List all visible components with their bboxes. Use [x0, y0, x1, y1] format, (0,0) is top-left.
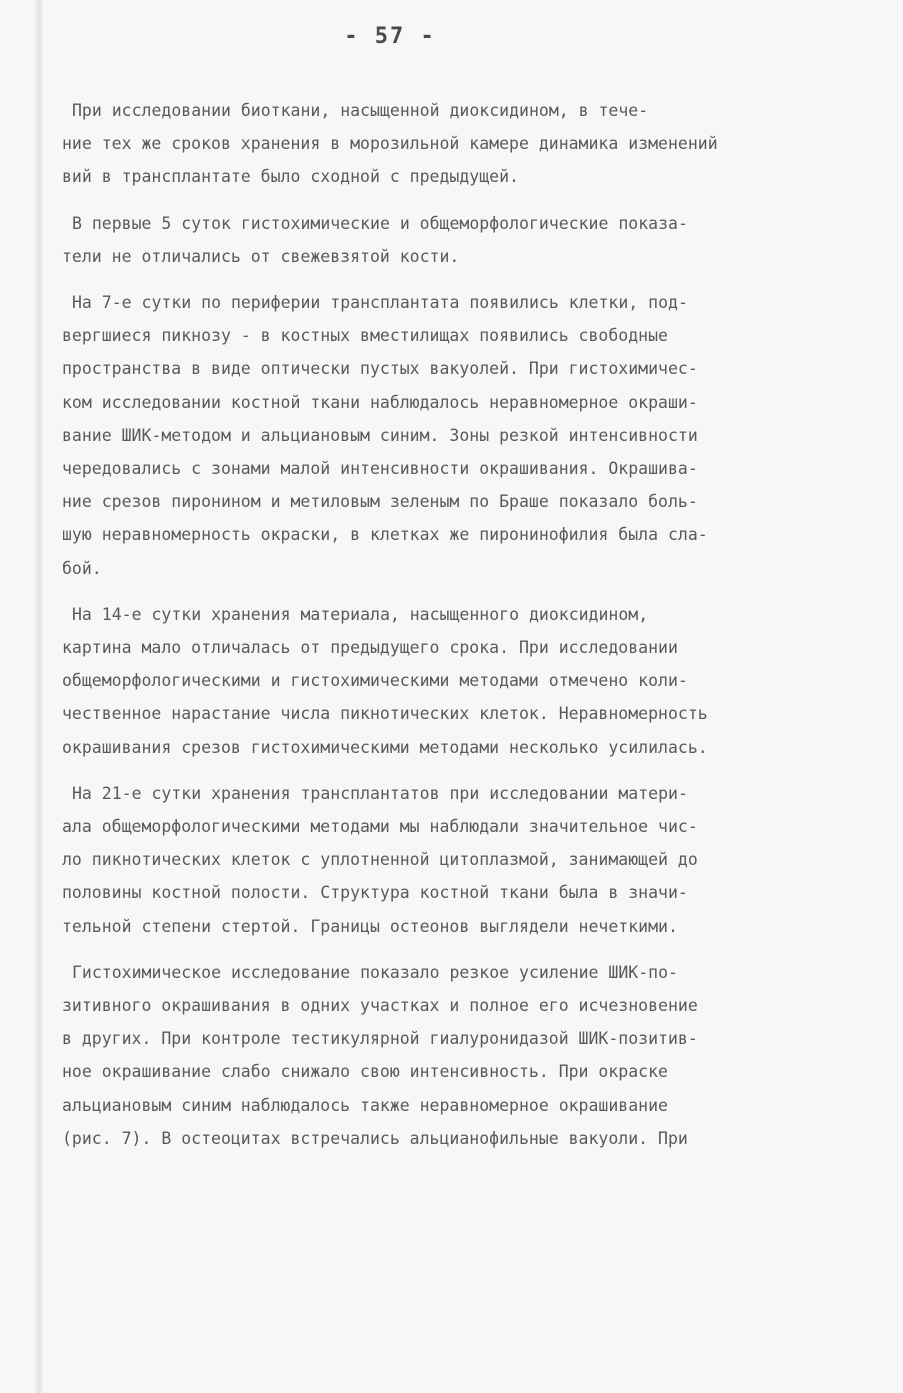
page-number: - 57 -	[344, 24, 436, 49]
paragraph-4	[62, 598, 872, 764]
text-line: ком исследовании костной ткани наблюдалось неравномерное окраши-	[62, 392, 698, 412]
text-line: картина мало отличалась от предыдущего срока. При исследовании	[62, 638, 678, 658]
text-line: ние срезов пиронином и метиловым зеленым по Браше показало боль-	[62, 492, 698, 512]
text-line: бой.	[62, 558, 102, 578]
paragraph-3	[62, 286, 872, 585]
text-line: чередовались с зонами малой интенсивности окрашивания. Окрашива-	[62, 459, 698, 479]
text-line: зитивного окрашивания в одних участках и полное его исчезновение	[62, 996, 698, 1016]
text-line: На 7-е сутки по периферии трансплантата появились клетки, под-	[72, 293, 688, 313]
text-line: ние тех же сроков хранения в морозильной камере динамика изменений	[62, 134, 718, 154]
text-line: ло пикнотических клеток с уплотненной цитоплазмой, занимающей до	[62, 850, 698, 870]
text-line: (рис. 7). В остеоцитах встречались альцианофильные вакуоли. При	[62, 1128, 688, 1148]
scan-shadow-edge	[34, 0, 44, 1393]
document-body	[62, 94, 872, 1168]
text-line: ное окрашивание слабо снижало свою интенсивность. При окраске	[62, 1062, 668, 1082]
text-line: тели не отличались от свежевзятой кости.	[62, 246, 460, 266]
text-line: чественное нарастание числа пикнотических клеток. Неравномерность	[62, 704, 708, 724]
text-line: Гистохимическое исследование показало резкое усиление ШИК-по-	[72, 962, 678, 982]
text-line: При исследовании биоткани, насыщенной диоксидином, в тече-	[72, 101, 649, 120]
paragraph-6	[62, 956, 872, 1155]
text-line: альциановым синим наблюдалось также неравномерное окрашивание	[62, 1095, 668, 1115]
text-line: вание ШИК-методом и альциановым синим. Зоны резкой интенсивности	[62, 425, 698, 445]
text-line: ала общеморфологическими методами мы наблюдали значительное чис-	[62, 817, 698, 837]
paragraph-2	[62, 207, 872, 273]
text-line: вий в трансплантате было сходной с предыдущей.	[62, 167, 519, 187]
text-line: в других. При контроле тестикулярной гиалуронидазой ШИК-позитив-	[62, 1029, 698, 1049]
text-line: общеморфологическими и гистохимическими методами отмечено коли-	[62, 671, 688, 691]
paragraph-1	[62, 94, 872, 194]
text-line: половины костной полости. Структура костной ткани была в значи-	[62, 883, 688, 903]
text-line: На 21-е сутки хранения трансплантатов при исследовании матери-	[72, 783, 688, 803]
text-line: На 14-е сутки хранения материала, насыщенного диоксидином,	[72, 604, 649, 624]
paragraph-5	[62, 777, 872, 943]
text-line: тельной степени стертой. Границы остеонов выглядели нечеткими.	[62, 916, 678, 936]
text-line: В первые 5 суток гистохимические и общеморфологические показа-	[72, 213, 688, 233]
text-line: шую неравномерность окраски, в клетках же пиронинофилия была сла-	[62, 525, 708, 545]
text-line: окрашивания срезов гистохимическими методами несколько усилилась.	[62, 737, 708, 757]
text-line: вергшиеся пикнозу - в костных вместилищах появились свободные	[62, 326, 668, 346]
text-line: пространства в виде оптически пустых вакуолей. При гистохимичес-	[62, 359, 698, 379]
